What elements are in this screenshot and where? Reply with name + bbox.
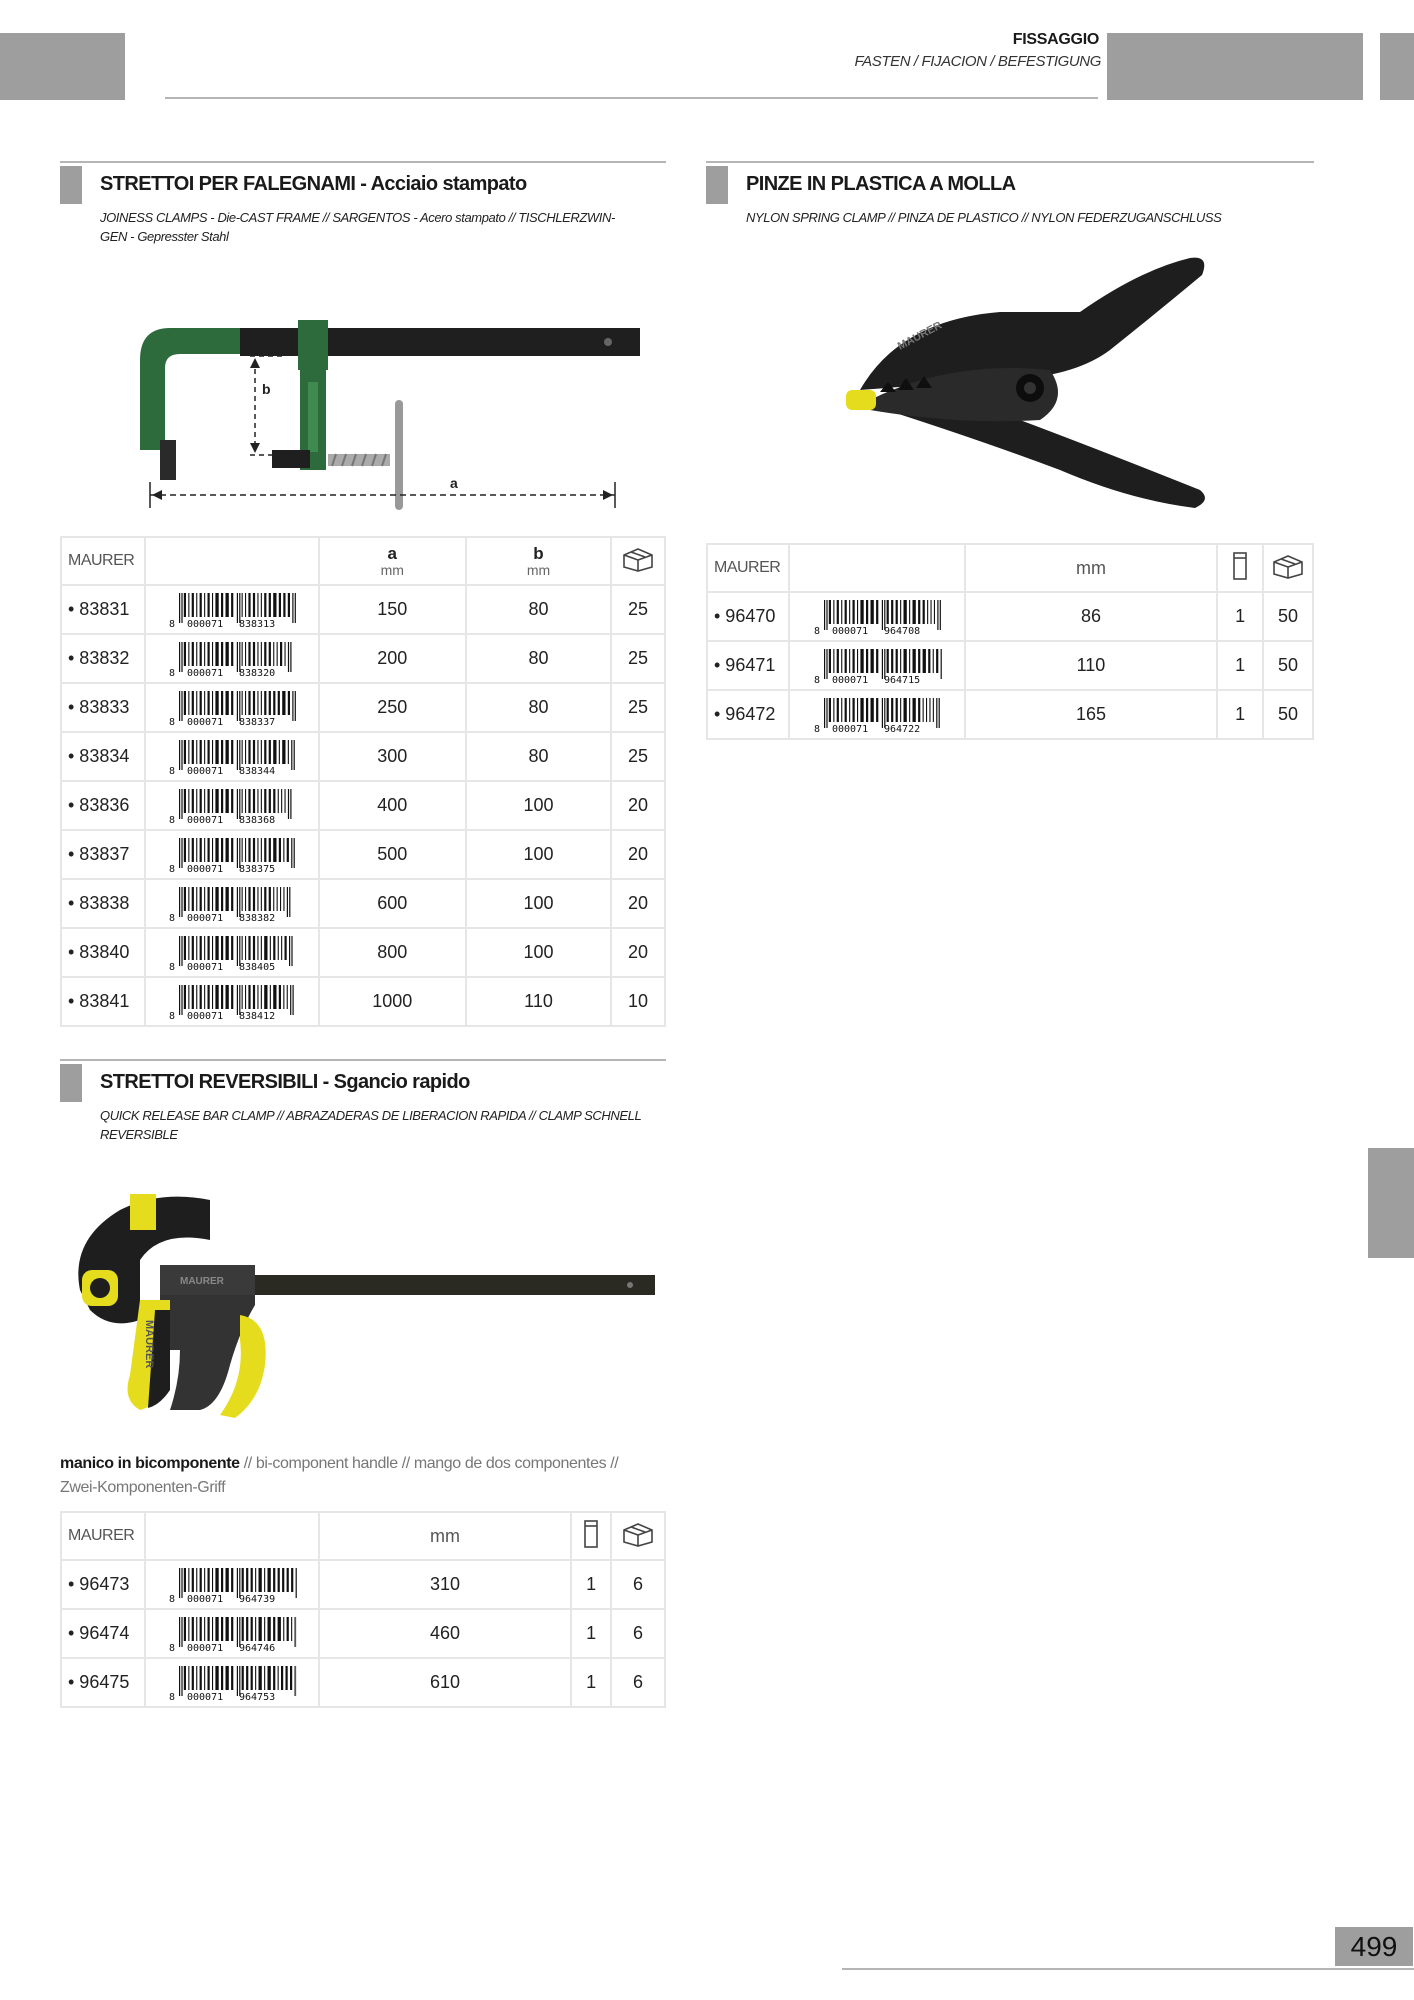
pack-qty-cell: 6: [611, 1560, 665, 1609]
size-mm-cell: 460: [319, 1609, 572, 1658]
svg-text:000071: 000071: [186, 618, 223, 629]
article-code: • 83834: [61, 732, 145, 781]
svg-text:8: 8: [168, 765, 175, 776]
svg-text:838405: 838405: [238, 961, 275, 972]
ean-barcode: [167, 1615, 297, 1653]
table-row: [61, 977, 665, 1026]
barcode-cell: [145, 1560, 319, 1609]
dimension-b-cell: 100: [466, 830, 611, 879]
svg-text:964708: 964708: [883, 625, 920, 636]
column-pack-header: [611, 537, 665, 585]
svg-text:838337: 838337: [238, 716, 275, 727]
pack-qty-cell: 10: [611, 977, 665, 1026]
barcode-column-header: [145, 1512, 319, 1560]
dim-b-label: b: [262, 381, 271, 397]
barcode-cell: [145, 928, 319, 977]
svg-text:000071: 000071: [186, 1593, 223, 1604]
dimension-b-cell: 100: [466, 879, 611, 928]
svg-text:964715: 964715: [883, 674, 920, 685]
svg-text:8: 8: [813, 723, 820, 734]
barcode-cell: [145, 781, 319, 830]
svg-text:838320: 838320: [238, 667, 275, 678]
pack-qty-cell: 20: [611, 781, 665, 830]
pack-qty-cell: 6: [611, 1658, 665, 1707]
pack-qty-cell: 20: [611, 830, 665, 879]
section3-table: [60, 1511, 666, 1708]
svg-text:964739: 964739: [238, 1593, 275, 1604]
dimension-a-cell: 250: [319, 683, 466, 732]
svg-text:8: 8: [168, 1642, 175, 1653]
svg-text:8: 8: [168, 863, 175, 874]
inner-qty-cell: 1: [571, 1560, 611, 1609]
section2-marker: [706, 166, 728, 204]
svg-text:964753: 964753: [238, 1691, 275, 1702]
header-title: FISSAGGIO: [1012, 31, 1099, 48]
pack-qty-cell: 50: [1263, 592, 1313, 641]
barcode-column-header: [789, 544, 965, 592]
ean-barcode: [812, 647, 942, 685]
dimension-a-cell: 400: [319, 781, 466, 830]
svg-text:964722: 964722: [883, 723, 920, 734]
size-mm-cell: 310: [319, 1560, 572, 1609]
svg-text:8: 8: [168, 1593, 175, 1604]
column-pack-header: [611, 1512, 665, 1560]
article-code: • 96473: [61, 1560, 145, 1609]
ean-barcode: [167, 787, 297, 825]
ean-barcode: [167, 983, 297, 1021]
ean-barcode: [167, 885, 297, 923]
table-row: [61, 830, 665, 879]
quick-clamp-image: [60, 1180, 660, 1430]
column-b-header: b mm: [466, 537, 611, 585]
pack-qty-cell: 20: [611, 928, 665, 977]
svg-text:000071: 000071: [831, 625, 868, 636]
quick-clamp-body-brand: MAURER: [180, 1276, 224, 1287]
svg-text:000071: 000071: [186, 716, 223, 727]
table-row: [707, 641, 1313, 690]
dimension-b-cell: 100: [466, 928, 611, 977]
table-row: [707, 690, 1313, 739]
pack-qty-cell: 50: [1263, 641, 1313, 690]
header-rule: [165, 97, 1098, 99]
table-row: [61, 683, 665, 732]
article-code: • 83832: [61, 634, 145, 683]
header-subtitle: FASTEN / FIJACION / BEFESTIGUNG: [854, 53, 1101, 70]
header-tab-mid: [1107, 33, 1363, 100]
footer-rule: [842, 1968, 1414, 1970]
ean-barcode: [812, 598, 942, 636]
quick-clamp-handle-brand: MAURER: [143, 1320, 155, 1369]
table-row: [61, 585, 665, 634]
inner-qty-cell: 1: [1217, 641, 1263, 690]
pack-qty-cell: 6: [611, 1609, 665, 1658]
table-row: [61, 1609, 665, 1658]
size-mm-cell: 165: [965, 690, 1218, 739]
pack-qty-cell: 20: [611, 879, 665, 928]
dimension-a-cell: 1000: [319, 977, 466, 1026]
section1-table: [60, 536, 666, 1027]
article-code: • 83833: [61, 683, 145, 732]
table-row: [61, 781, 665, 830]
svg-text:8: 8: [813, 674, 820, 685]
svg-text:8: 8: [168, 1691, 175, 1702]
section3-marker: [60, 1064, 82, 1102]
section1-subtitle: JOINESS CLAMPS - Die-CAST FRAME // SARGENTOS - Acero stampato // TISCHLERZWIN- GEN - Gepresster Stahl: [100, 210, 615, 244]
brand-logo: MAURER: [707, 544, 789, 592]
svg-text:000071: 000071: [831, 674, 868, 685]
dim-a-label: a: [450, 475, 458, 491]
inner-qty-cell: 1: [571, 1658, 611, 1707]
brand-logo: MAURER: [61, 537, 145, 585]
inner-qty-cell: 1: [571, 1609, 611, 1658]
pack-qty-cell: 50: [1263, 690, 1313, 739]
f-clamp-image: [60, 290, 660, 530]
svg-text:000071: 000071: [186, 863, 223, 874]
ean-barcode: [167, 934, 297, 972]
carton-box-icon: [621, 1521, 655, 1547]
svg-text:000071: 000071: [186, 1691, 223, 1702]
pack-qty-cell: 25: [611, 585, 665, 634]
article-code: • 83837: [61, 830, 145, 879]
dimension-b-cell: 80: [466, 634, 611, 683]
table-row: [61, 879, 665, 928]
dimension-a-cell: 600: [319, 879, 466, 928]
svg-text:838375: 838375: [238, 863, 275, 874]
barcode-column-header: [145, 537, 319, 585]
ean-barcode: [167, 738, 297, 776]
svg-text:000071: 000071: [186, 912, 223, 923]
dimension-a-cell: 200: [319, 634, 466, 683]
inner-pack-icon: [583, 1519, 599, 1549]
svg-text:964746: 964746: [238, 1642, 275, 1653]
pack-qty-cell: 25: [611, 634, 665, 683]
svg-text:000071: 000071: [186, 667, 223, 678]
chapter-side-tab: [1368, 1148, 1414, 1258]
dimension-a-cell: 800: [319, 928, 466, 977]
svg-text:8: 8: [168, 618, 175, 629]
article-code: • 96474: [61, 1609, 145, 1658]
size-mm-cell: 110: [965, 641, 1218, 690]
section2-title: PINZE IN PLASTICA A MOLLA: [746, 173, 1016, 195]
svg-text:000071: 000071: [186, 961, 223, 972]
inner-qty-cell: 1: [1217, 592, 1263, 641]
column-a-header: a mm: [319, 537, 466, 585]
barcode-cell: [145, 732, 319, 781]
svg-text:8: 8: [813, 625, 820, 636]
pack-qty-cell: 25: [611, 683, 665, 732]
svg-text:000071: 000071: [186, 1642, 223, 1653]
column-pack-header: [1263, 544, 1313, 592]
ean-barcode: [167, 689, 297, 727]
barcode-cell: [145, 1658, 319, 1707]
article-code: • 96471: [707, 641, 789, 690]
section1-top-rule: [60, 161, 666, 163]
table-row: [61, 634, 665, 683]
svg-text:838344: 838344: [238, 765, 275, 776]
barcode-cell: [145, 634, 319, 683]
article-code: • 96472: [707, 690, 789, 739]
barcode-cell: [145, 1609, 319, 1658]
ean-barcode: [167, 1566, 297, 1604]
table-row: [61, 1658, 665, 1707]
svg-text:8: 8: [168, 961, 175, 972]
ean-barcode: [167, 591, 297, 629]
section1-title: STRETTOI PER FALEGNAMI - Acciaio stampato: [100, 173, 527, 195]
table-row: [61, 1560, 665, 1609]
article-code: • 96475: [61, 1658, 145, 1707]
column-inner-header: [571, 1512, 611, 1560]
section1-marker: [60, 166, 82, 204]
pack-qty-cell: 25: [611, 732, 665, 781]
dimension-b-cell: 80: [466, 585, 611, 634]
size-mm-cell: 610: [319, 1658, 572, 1707]
section2-top-rule: [706, 161, 1314, 163]
header-tab-right: [1380, 33, 1414, 100]
brand-logo: MAURER: [61, 1512, 145, 1560]
dimension-b-cell: 80: [466, 732, 611, 781]
ean-barcode: [167, 836, 297, 874]
svg-text:838313: 838313: [238, 618, 275, 629]
ean-barcode: [167, 640, 297, 678]
table-row: [61, 928, 665, 977]
carton-box-icon: [1271, 553, 1305, 579]
svg-text:8: 8: [168, 814, 175, 825]
barcode-cell: [145, 830, 319, 879]
table-row: [707, 592, 1313, 641]
svg-text:8: 8: [168, 667, 175, 678]
section3-title: STRETTOI REVERSIBILI - Sgancio rapido: [100, 1071, 470, 1093]
svg-text:838412: 838412: [238, 1010, 275, 1021]
header-tab-left: [0, 33, 125, 100]
svg-text:000071: 000071: [186, 1010, 223, 1021]
svg-text:8: 8: [168, 716, 175, 727]
ean-barcode: [167, 1664, 297, 1702]
dimension-b-cell: 100: [466, 781, 611, 830]
article-code: • 83838: [61, 879, 145, 928]
svg-text:000071: 000071: [186, 814, 223, 825]
size-mm-cell: 86: [965, 592, 1218, 641]
article-code: • 83841: [61, 977, 145, 1026]
dimension-a-cell: 500: [319, 830, 466, 879]
carton-box-icon: [621, 546, 655, 572]
section3-top-rule: [60, 1059, 666, 1061]
svg-text:000071: 000071: [186, 765, 223, 776]
column-mm-header: mm: [319, 1512, 572, 1560]
dimension-b-cell: 110: [466, 977, 611, 1026]
barcode-cell: [145, 585, 319, 634]
section2-subtitle: NYLON SPRING CLAMP // PINZA DE PLASTICO // NYLON FEDERZUGANSCHLUSS: [746, 210, 1222, 225]
article-code: • 96470: [707, 592, 789, 641]
dimension-a-cell: 300: [319, 732, 466, 781]
spring-clamp-brand: MAURER: [895, 319, 945, 353]
handle-caption: manico in bicomponente // bi-component handle // mango de dos componentes // Zwei-Komponenten-Griff: [60, 1455, 619, 1496]
ean-barcode: [812, 696, 942, 734]
section3-subtitle: QUICK RELEASE BAR CLAMP // ABRAZADERAS DE LIBERACION RAPIDA // CLAMP SCHNELL REVERSIBLE: [100, 1108, 642, 1142]
inner-qty-cell: 1: [1217, 690, 1263, 739]
article-code: • 83840: [61, 928, 145, 977]
dimension-b-cell: 80: [466, 683, 611, 732]
column-inner-header: [1217, 544, 1263, 592]
barcode-cell: [789, 592, 965, 641]
svg-text:8: 8: [168, 912, 175, 923]
table-row: [61, 732, 665, 781]
svg-text:838368: 838368: [238, 814, 275, 825]
section2-table: [706, 543, 1314, 740]
svg-text:000071: 000071: [831, 723, 868, 734]
barcode-cell: [145, 879, 319, 928]
page-number: 499: [1335, 1927, 1413, 1966]
inner-pack-icon: [1232, 551, 1248, 581]
barcode-cell: [789, 641, 965, 690]
article-code: • 83836: [61, 781, 145, 830]
barcode-cell: [145, 683, 319, 732]
spring-clamp-image: [840, 250, 1220, 520]
barcode-cell: [145, 977, 319, 1026]
barcode-cell: [789, 690, 965, 739]
article-code: • 83831: [61, 585, 145, 634]
dimension-a-cell: 150: [319, 585, 466, 634]
svg-text:8: 8: [168, 1010, 175, 1021]
svg-text:838382: 838382: [238, 912, 275, 923]
column-mm-header: mm: [965, 544, 1218, 592]
